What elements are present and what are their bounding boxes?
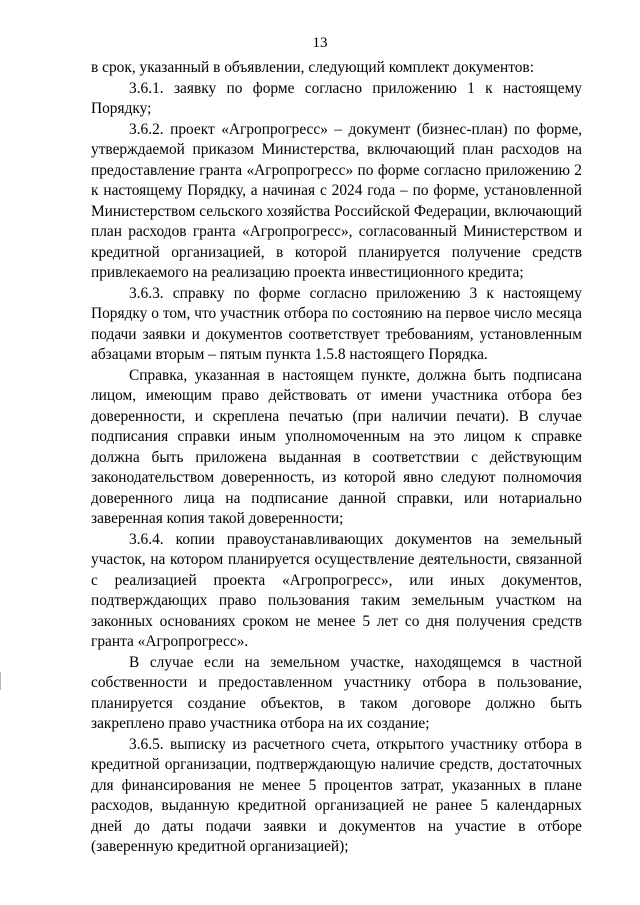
paragraph-certificate-signing: Справка, указанная в настоящем пункте, должна быть подписана лицом, имеющим право действовать от имени участника отбора без доверенности, и скреплена печатью (при наличии печати). В случае подписания справки иным уполномоченным на это лицом к справке должна быть приложена выданная в соответствии с действующим законодательством доверенность, из которой явно следуют полномочия доверенного лица на подписание данной справки, или нотариально заверенная копия такой доверенности; [91, 366, 582, 527]
page-number: 13 [312, 35, 328, 51]
paragraph-3-6-4: 3.6.4. копии правоустанавливающих документов на земельный участок, на котором планируется осуществление деятельности, связанной с реализацией проекта «Агропрогресс», или иных документов, подтверждающих право пользования таким земельным участком на законных основаниях сроком не менее 5 лет со дня получения средств гранта «Агропрогресс». [91, 530, 582, 650]
document-body [91, 58, 582, 858]
paragraph-3-6-3: 3.6.3. справку по форме согласно приложению 3 к настоящему Порядку о том, что участник отбора по состоянию на первое число месяца подачи заявки и документов соответствует требованиям, установленным абзацами вторым – пятым пункта 1.5.8 настоящего Порядка. [91, 284, 582, 363]
scan-margin-mark [0, 672, 1, 690]
paragraph-3-6-1: 3.6.1. заявку по форме согласно приложению 1 к настоящему Порядку; [91, 79, 582, 117]
paragraph-3-6-2: 3.6.2. проект «Агропрогресс» – документ (бизнес-план) по форме, утверждаемой приказом Министерства, включающий план расходов на предоставление гранта «Агропрогресс» по форме согласно приложению 2 к настоящему Порядку, а начиная с 2024 года – по форме, установленной Министерством сельского хозяйства Российской Федерации, включающий план расходов гранта «Агропрогресс», согласованный Министерством и кредитной организацией, в которой планируется получение средств привлекаемого на реализацию проекта инвестиционного кредита; [91, 120, 582, 281]
paragraph-private-land: В случае если на земельном участке, находящемся в частной собственности и предоставленном участнику отбора в пользование, планируется создание объектов, в таком договоре должно быть закреплено право участника отбора на их создание; [91, 653, 582, 732]
paragraph-3-6-5: 3.6.5. выписку из расчетного счета, открытого участнику отбора в кредитной организации, подтверждающую наличие средств, достаточных для финансирования не менее 5 процентов затрат, указанных в плане расходов, выданную кредитной организацией не ранее 5 календарных дней до даты подачи заявки и документов на участие в отборе (заверенную кредитной организацией); [91, 735, 582, 855]
paragraph-continuation: в срок, указанный в объявлении, следующий комплект документов: [91, 59, 534, 76]
